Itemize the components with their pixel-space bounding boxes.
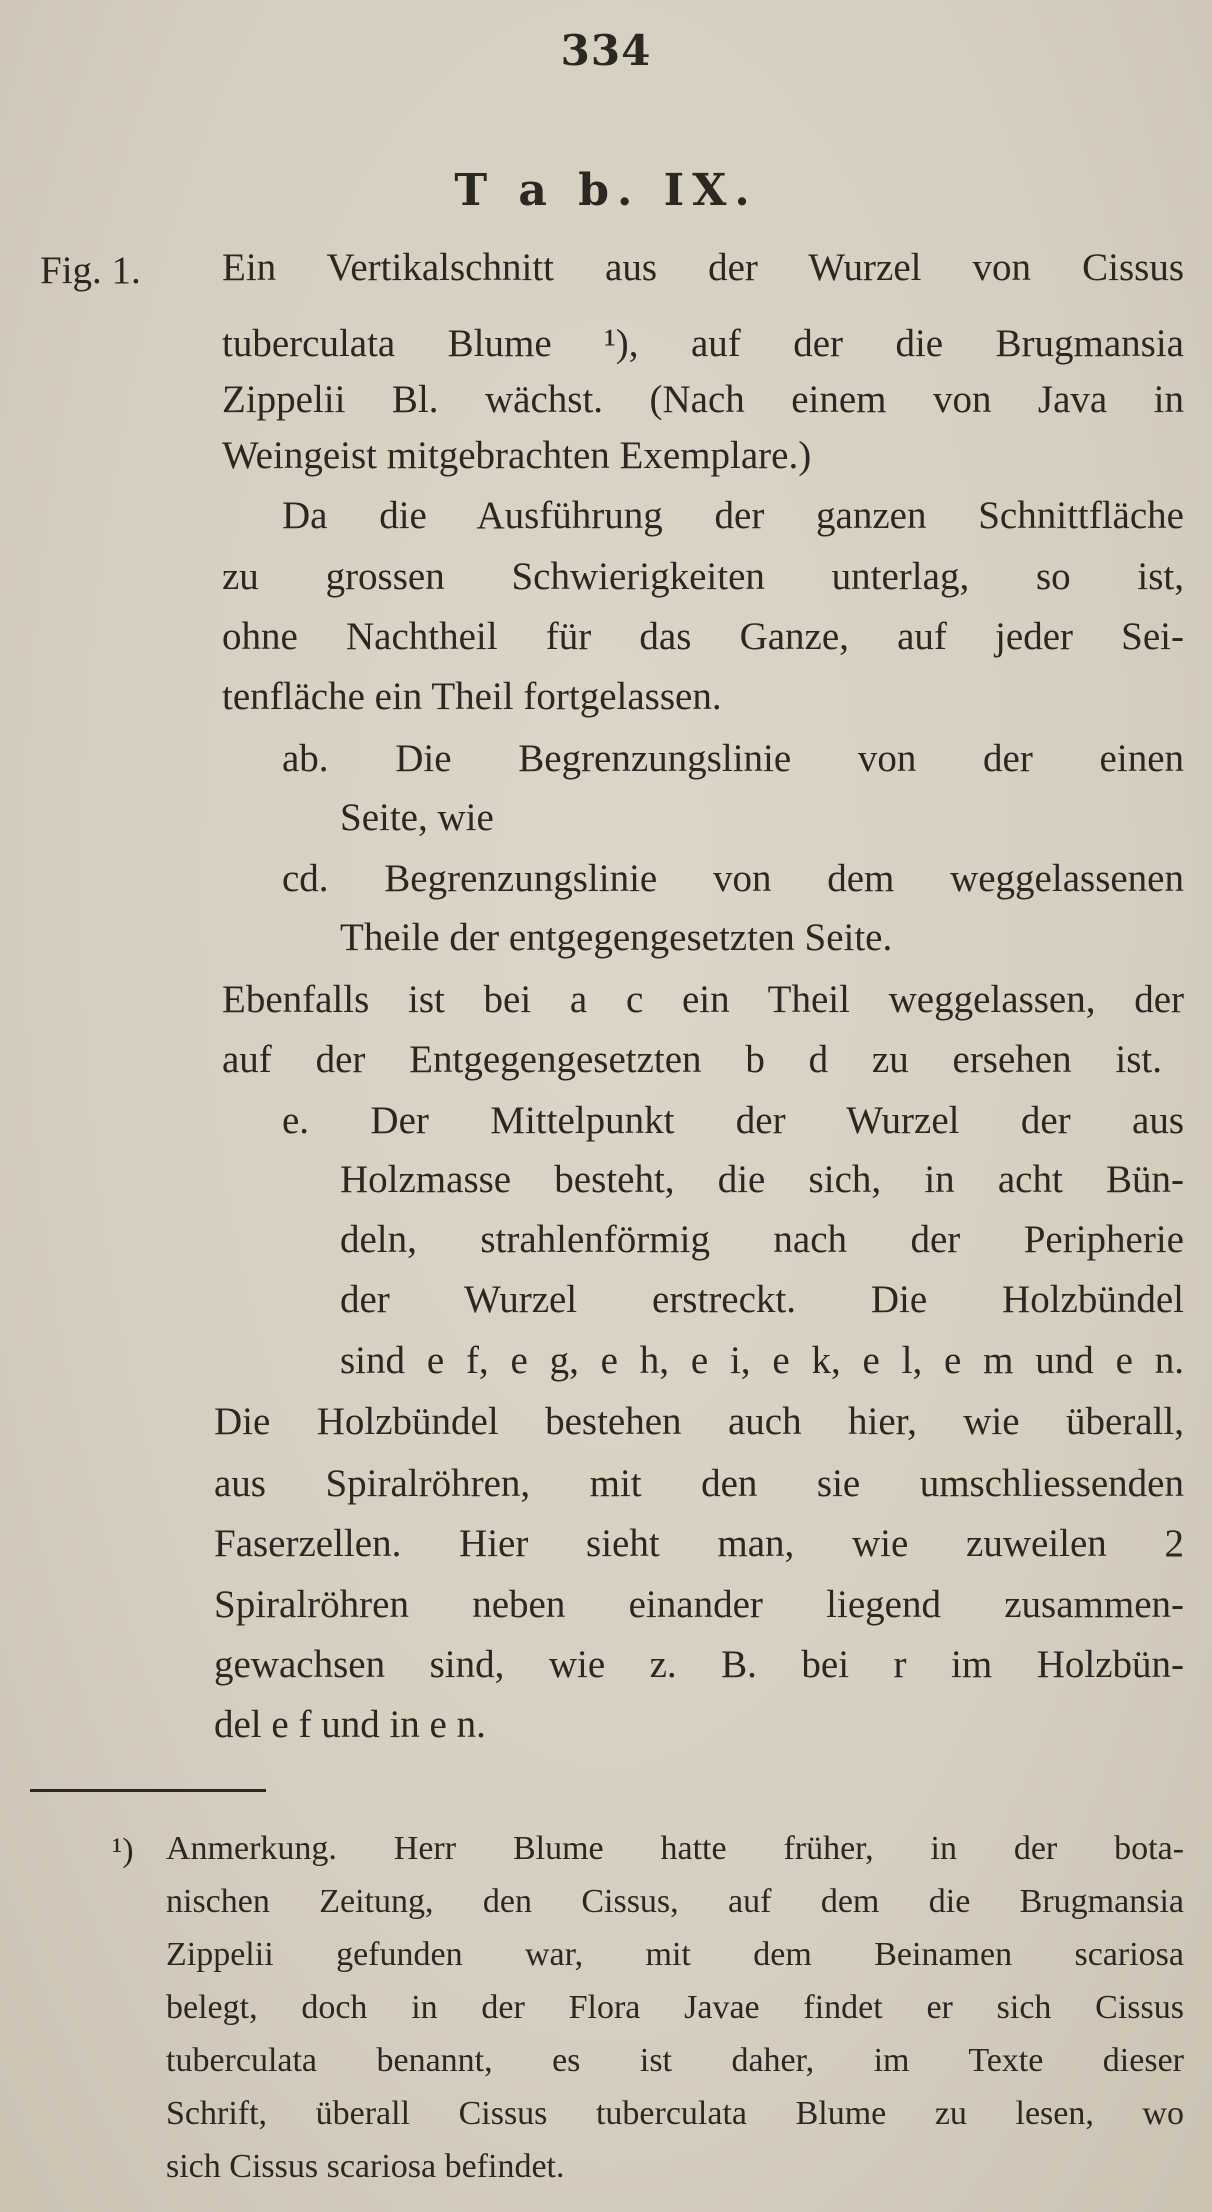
footnote-rule (30, 1789, 266, 1792)
body-line: ohne Nachtheil für das Ganze, auf jeder Sei- (222, 615, 1184, 658)
body-line: Weingeist mitgebrachten Exemplare.) (222, 434, 812, 477)
footnote-line: belegt, doch in der Flora Javae findet er sich Cissus (166, 1989, 1184, 2026)
footnote-mark: ¹) (112, 1832, 134, 1869)
body-line: tuberculata Blume ¹), auf der die Brugmansia (222, 322, 1184, 365)
body-line: Ein Vertikalschnitt aus der Wurzel von Cissus (222, 246, 1184, 289)
body-line: Da die Ausführung der ganzen Schnittfläche (282, 494, 1184, 537)
footnote-line: Anmerkung. Herr Blume hatte früher, in der bota- (166, 1830, 1184, 1867)
body-line: Seite, wie (340, 796, 494, 839)
footnote-line: tuberculata benannt, es ist daher, im Texte dieser (166, 2042, 1184, 2079)
body-line: Spiralröhren neben einander liegend zusammen- (214, 1583, 1184, 1626)
footnote-line: Zippelii gefunden war, mit dem Beinamen scariosa (166, 1936, 1184, 1973)
body-line: Zippelii Bl. wächst. (Nach einem von Java in (222, 378, 1184, 421)
body-line: cd. Begrenzungslinie von dem weggelassenen (282, 857, 1184, 900)
body-line: gewachsen sind, wie z. B. bei r im Holzbün- (214, 1643, 1184, 1686)
body-line: zu grossen Schwierigkeiten unterlag, so ist, (222, 555, 1184, 598)
body-line: sind e f, e g, e h, e i, e k, e l, e m und e n. (340, 1339, 1184, 1382)
body-line: e. Der Mittelpunkt der Wurzel der aus (282, 1099, 1184, 1142)
body-line: ab. Die Begrenzungslinie von der einen (282, 737, 1184, 780)
footnote-line: Schrift, überall Cissus tuberculata Blume zu lesen, wo (166, 2095, 1184, 2132)
body-line: der Wurzel erstreckt. Die Holzbündel (340, 1278, 1184, 1321)
body-line: tenfläche ein Theil fortgelassen. (222, 675, 722, 718)
page-number: 334 (560, 26, 652, 75)
plate-heading: T a b. IX. (454, 165, 758, 216)
body-line: del e f und in e n. (214, 1703, 486, 1746)
body-line: Holzmasse besteht, die sich, in acht Bün- (340, 1158, 1184, 1201)
body-line: aus Spiralröhren, mit den sie umschliessenden (214, 1462, 1184, 1505)
footnote-line: sich Cissus scariosa befindet. (166, 2148, 565, 2185)
body-line: auf der Entgegengesetzten b d zu ersehen ist. (222, 1038, 1162, 1081)
body-line: Theile der entgegengesetzten Seite. (340, 916, 893, 959)
body-line: Faserzellen. Hier sieht man, wie zuweilen 2 (214, 1522, 1184, 1565)
figure-label: Fig. 1. (40, 249, 141, 292)
footnote-line: nischen Zeitung, den Cissus, auf dem die Brugmansia (166, 1883, 1184, 1920)
body-line: Die Holzbündel bestehen auch hier, wie überall, (214, 1400, 1184, 1443)
body-line: deln, strahlenförmig nach der Peripherie (340, 1218, 1184, 1261)
body-line: Ebenfalls ist bei a c ein Theil weggelassen, der (222, 978, 1184, 1021)
